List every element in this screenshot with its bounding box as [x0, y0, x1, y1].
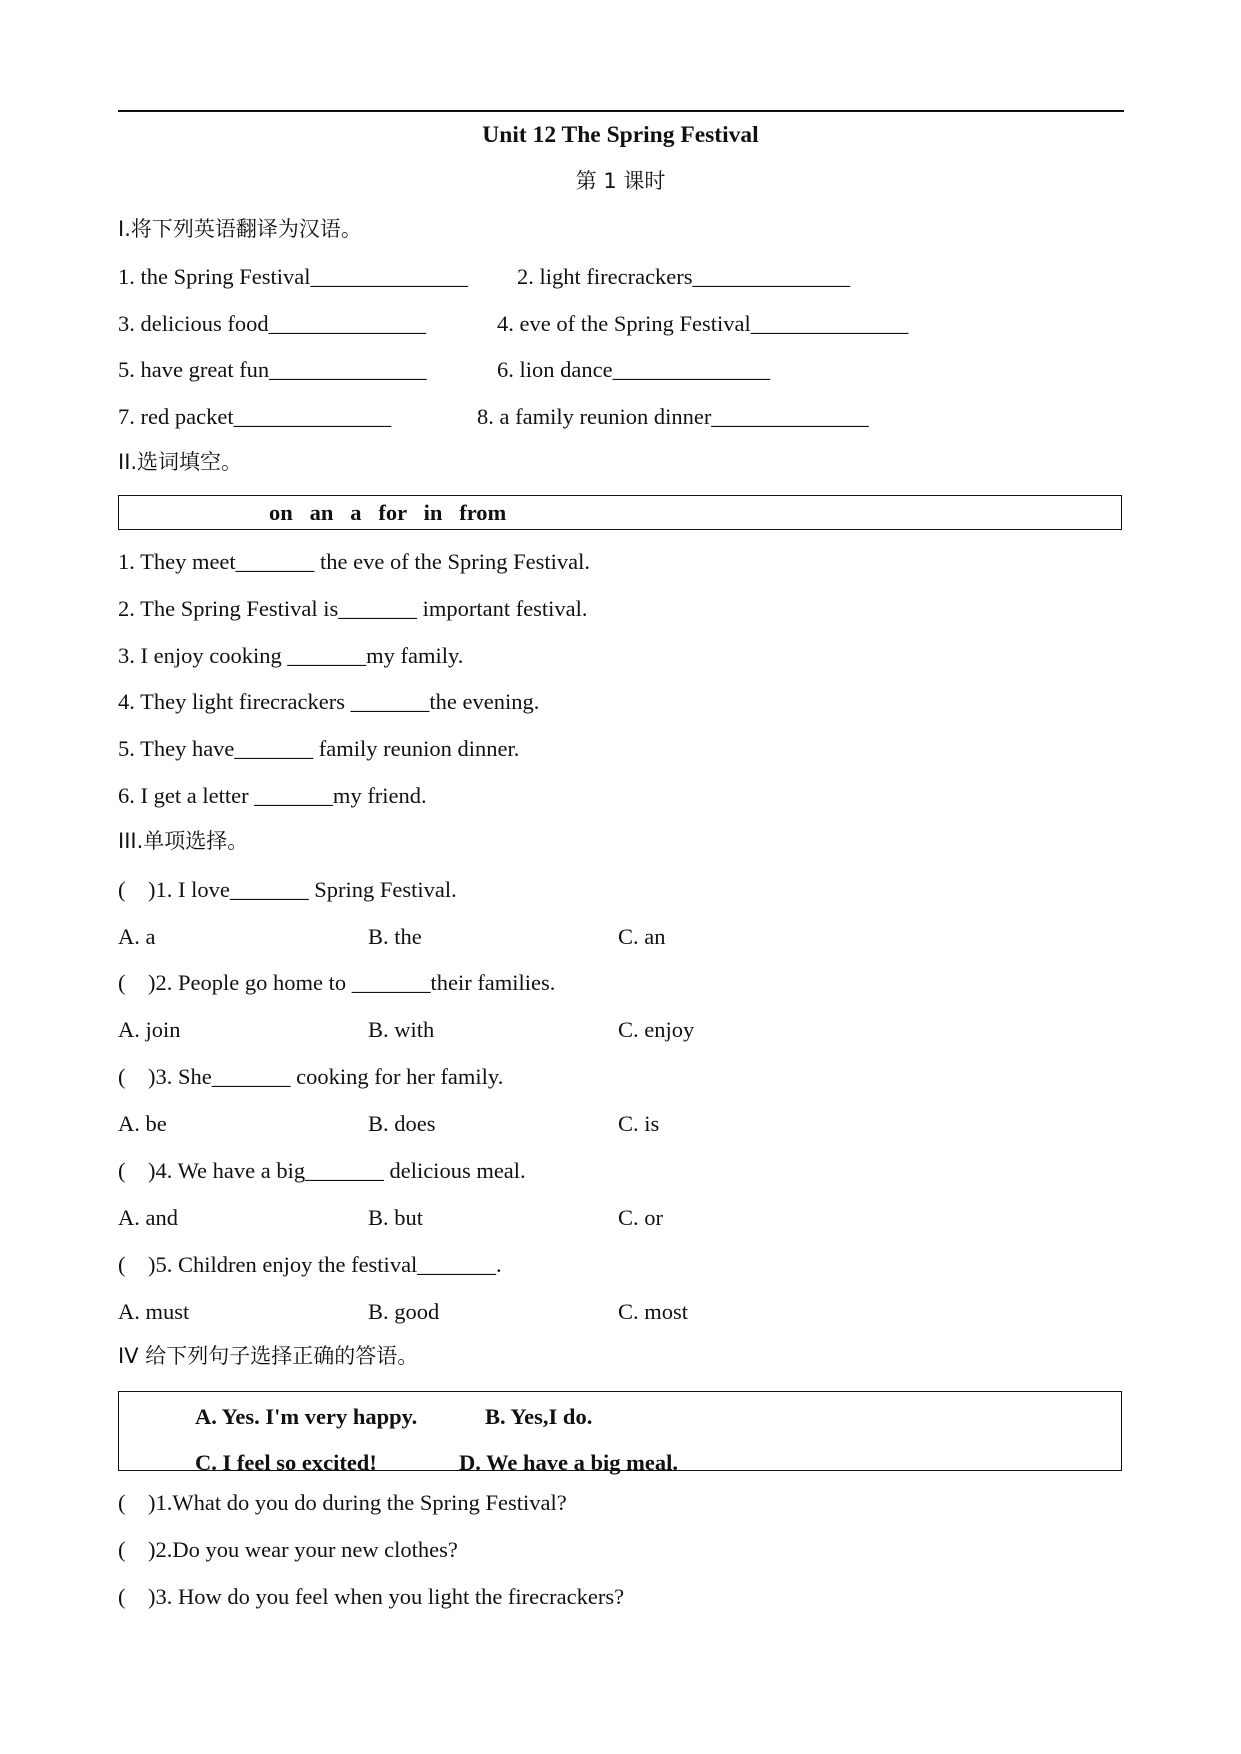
choice-option: A. a	[118, 924, 156, 949]
translate-item: 3. delicious food______________	[118, 311, 427, 336]
page-subtitle: 第 1 课时	[575, 169, 666, 193]
choice-question: ( )1. I love_______ Spring Festival.	[118, 877, 457, 902]
choice-option: C. most	[618, 1299, 689, 1324]
fill-blank-item: 1. They meet_______ the eve of the Spring Festival.	[118, 549, 590, 574]
fill-blank-item: 5. They have_______ family reunion dinner.	[118, 736, 520, 761]
choice-option: C. an	[618, 924, 666, 949]
fill-blank-item: 3. I enjoy cooking _______my family.	[118, 643, 464, 668]
answer-option: B. Yes,I do.	[485, 1404, 593, 1429]
page-title: Unit 12 The Spring Festival	[482, 122, 759, 148]
translate-item: 1. the Spring Festival______________	[118, 264, 468, 289]
word-bank-box	[118, 495, 1122, 530]
top-rule	[118, 110, 1124, 112]
translate-item: 5. have great fun______________	[118, 357, 427, 382]
choice-option: B. does	[368, 1111, 436, 1136]
choice-option: A. and	[118, 1205, 178, 1230]
answer-option: A. Yes. I'm very happy.	[195, 1404, 418, 1429]
choice-option: C. or	[618, 1205, 663, 1230]
choice-option: B. good	[368, 1299, 440, 1324]
choice-question: ( )4. We have a big_______ delicious meal.	[118, 1158, 526, 1183]
choice-option: A. join	[118, 1017, 181, 1042]
section1-heading: I.将下列英语翻译为汉语。	[118, 217, 362, 241]
translate-item: 7. red packet______________	[118, 404, 392, 429]
choice-option: B. but	[368, 1205, 424, 1230]
translate-item: 2. light firecrackers______________	[517, 264, 851, 289]
translate-item: 4. eve of the Spring Festival______________	[497, 311, 909, 336]
word-bank: on an a for in from	[269, 500, 507, 525]
dialogue-question: ( )2.Do you wear your new clothes?	[118, 1537, 458, 1562]
choice-option: A. must	[118, 1299, 190, 1324]
choice-question: ( )2. People go home to _______their families.	[118, 970, 556, 995]
choice-option: C. is	[618, 1111, 660, 1136]
translate-item: 6. lion dance______________	[497, 357, 771, 382]
answer-option: C. I feel so excited!	[195, 1450, 377, 1475]
section2-heading: II.选词填空。	[118, 450, 243, 474]
translate-item: 8. a family reunion dinner______________	[477, 404, 869, 429]
fill-blank-item: 2. The Spring Festival is_______ important festival.	[118, 596, 588, 621]
dialogue-question: ( )1.What do you do during the Spring Festival?	[118, 1490, 567, 1515]
answer-option: D. We have a big meal.	[459, 1450, 678, 1475]
answer-bank-box	[118, 1391, 1122, 1475]
choice-option: B. with	[368, 1017, 435, 1042]
fill-blank-item: 6. I get a letter _______my friend.	[118, 783, 427, 808]
choice-option: B. the	[368, 924, 422, 949]
dialogue-question: ( )3. How do you feel when you light the firecrackers?	[118, 1584, 625, 1609]
choice-question: ( )3. She_______ cooking for her family.	[118, 1064, 504, 1089]
section3-heading: III.单项选择。	[118, 829, 249, 853]
section4-heading: IV 给下列句子选择正确的答语。	[118, 1344, 419, 1368]
choice-option: A. be	[118, 1111, 167, 1136]
choice-option: C. enjoy	[618, 1017, 695, 1042]
fill-blank-item: 4. They light firecrackers _______the evening.	[118, 689, 540, 714]
choice-question: ( )5. Children enjoy the festival_______.	[118, 1252, 502, 1277]
